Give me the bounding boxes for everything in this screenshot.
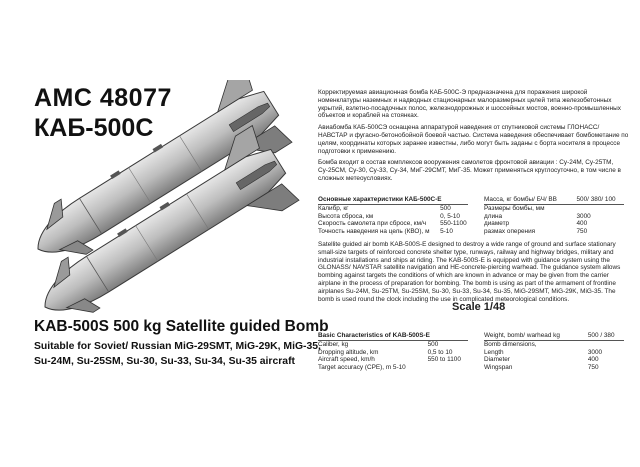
spec-value: 500/ 380/ 100 [571, 196, 625, 204]
spec-label: длина [484, 212, 503, 220]
spec-value: 400 [587, 356, 599, 364]
spec-value: 3000 [576, 212, 591, 220]
table-row [484, 349, 624, 357]
table-row [318, 349, 468, 357]
description-ru-paragraph: Авиабомба КАБ-500СЭ оснащена аппаратурой наведения от спутниковой системы ГЛОНАСС/ НАВСТАР и фугасно-бетонобойной боевой частью. Система наведения обеспечивает бомбометание по целям, координаты которых заранее известны, либо могут быть заданы с борта носителя в процессе подготовки к применению. [318, 124, 629, 155]
table-row [484, 196, 624, 204]
spec-label: Target accuracy (CPE), m 5-10 [318, 364, 406, 372]
aircraft-suitability: Suitable for Soviet/ Russian MiG-29SMT, MiG-29K, MiG-35, Su-24M, Su-25SM, Su-30, Su-33, Su-34, Su-35 aircraft [34, 341, 321, 367]
specs-table-en-right [484, 332, 624, 372]
spec-value: 400 [576, 220, 588, 228]
product-title: KAB-500S 500 kg Satellite guided Bomb [34, 318, 329, 335]
description-ru-paragraph: Бомба входит в состав комплексов вооружения самолетов фронтовой авиации : Су-24М, Су-25ТМ, Су-25СМ, Су-30, Су-33, Су-34, МиГ-29СМТ, МиГ-35. Может применяться круглосуточно, в том числе в сложных метеоусловиях. [318, 159, 621, 182]
specs-table-ru-right [484, 196, 624, 236]
table-row [318, 228, 468, 236]
spec-value: 550 to 1100 [427, 356, 461, 364]
spec-value: 500 / 380 [582, 332, 624, 340]
specs-table-ru-left [318, 196, 468, 236]
spec-value: 550-1100 [440, 220, 467, 228]
spec-value [422, 364, 468, 372]
spec-value: 750 [587, 364, 599, 372]
table-row [484, 213, 624, 221]
spec-label: Калибр, кг [318, 204, 349, 212]
table-row [484, 332, 624, 340]
table-row [318, 356, 468, 364]
description-ru-paragraph: Корректируемая авиационная бомба КАБ-500С-Э предназначена для поражения широкой номенклатуры наземных и надводных стационарных малоразмерных целей типа железобетонных укрытий, взлетно-посадочных полос, железнодорожных и шоссейных мостов, военно-промышленных объектов и кораблей на стоянках. [318, 89, 621, 120]
table-row [318, 220, 468, 228]
spec-value: 3000 [587, 348, 603, 356]
table-row [318, 340, 468, 348]
spec-label: Weight, bomb/ warhead kg [484, 332, 582, 340]
spec-label: Точность наведения на цель (КВО), м [318, 228, 430, 236]
description-en-paragraph: Satellite guided air bomb KAB-500S-E designed to destroy a wide range of ground and surface stationary small-size targets of reinforced concrete shelter type, runways, railway and highway bridges, military and industrial installations and ships at riding. The KAB-500S-E is equipped with guidance system using the GLONASS/ NAVSTAR satellite navigation and HE-concrete-piercing warhead. The guidance system allows bombing against targets the conditions of which are known in advance or may be given from the carrier airplane in the process of preparation for bombing. The bomb is using as part of the armament of frontline airplanes Su-24M, Su-25TM, Su-25SM, Su-30, Su-33, Su-34, Su-35, MiG-29SMT, MiG-29K, MiG-35. The bomb is used round the clock including the use in complicated meteorological conditions. [318, 241, 621, 303]
scale-label: Scale 1/48 [452, 301, 506, 313]
spec-label: Масса, кг бомбы/ БЧ/ ВВ [484, 196, 571, 204]
spec-label: Высота сброса, км [318, 212, 374, 220]
spec-label: Скорость самолета при сбросе, км/ч [318, 220, 427, 228]
spec-value: 5-10 [440, 228, 453, 236]
spec-label: Размеры бомбы, мм [484, 204, 545, 212]
table-row [318, 364, 468, 372]
spec-value [582, 340, 624, 348]
spec-value [571, 204, 625, 212]
spec-label: Bomb dimensions, [484, 340, 537, 348]
table-row [484, 220, 624, 228]
spec-label: Wingspan [484, 364, 513, 372]
table-row [484, 356, 624, 364]
table-row [484, 204, 624, 212]
model-name-ru: КАБ-500С [34, 114, 154, 142]
specs-heading-ru: Основные характеристики КАБ-500С-Е [318, 196, 468, 204]
spec-label: Aircraft speed, km/h [318, 356, 375, 364]
specs-heading-en: Basic Characteristics of KAB-500S-E [318, 332, 468, 340]
spec-label: Caliber, kg [318, 340, 349, 348]
table-row [484, 364, 624, 372]
table-row [484, 228, 624, 236]
spec-label: Diameter [484, 356, 510, 364]
brand-code: AMC 48077 [34, 84, 172, 112]
spec-value: 500 [440, 204, 451, 212]
specs-table-en-left [318, 332, 468, 372]
spec-value: 500 [427, 340, 439, 348]
description-ru [318, 89, 630, 187]
spec-label: диаметр [484, 220, 510, 228]
table-row [484, 340, 624, 348]
spec-label: размах оперения [484, 228, 536, 236]
description-en [318, 241, 630, 303]
spec-label: Dropping altitude, km [318, 348, 379, 356]
spec-value: 750 [576, 228, 588, 236]
table-row [318, 204, 468, 212]
spec-value: 0,5 to 10 [427, 348, 453, 356]
spec-value: 0, 5-10 [440, 212, 460, 220]
spec-label: Length [484, 348, 504, 356]
